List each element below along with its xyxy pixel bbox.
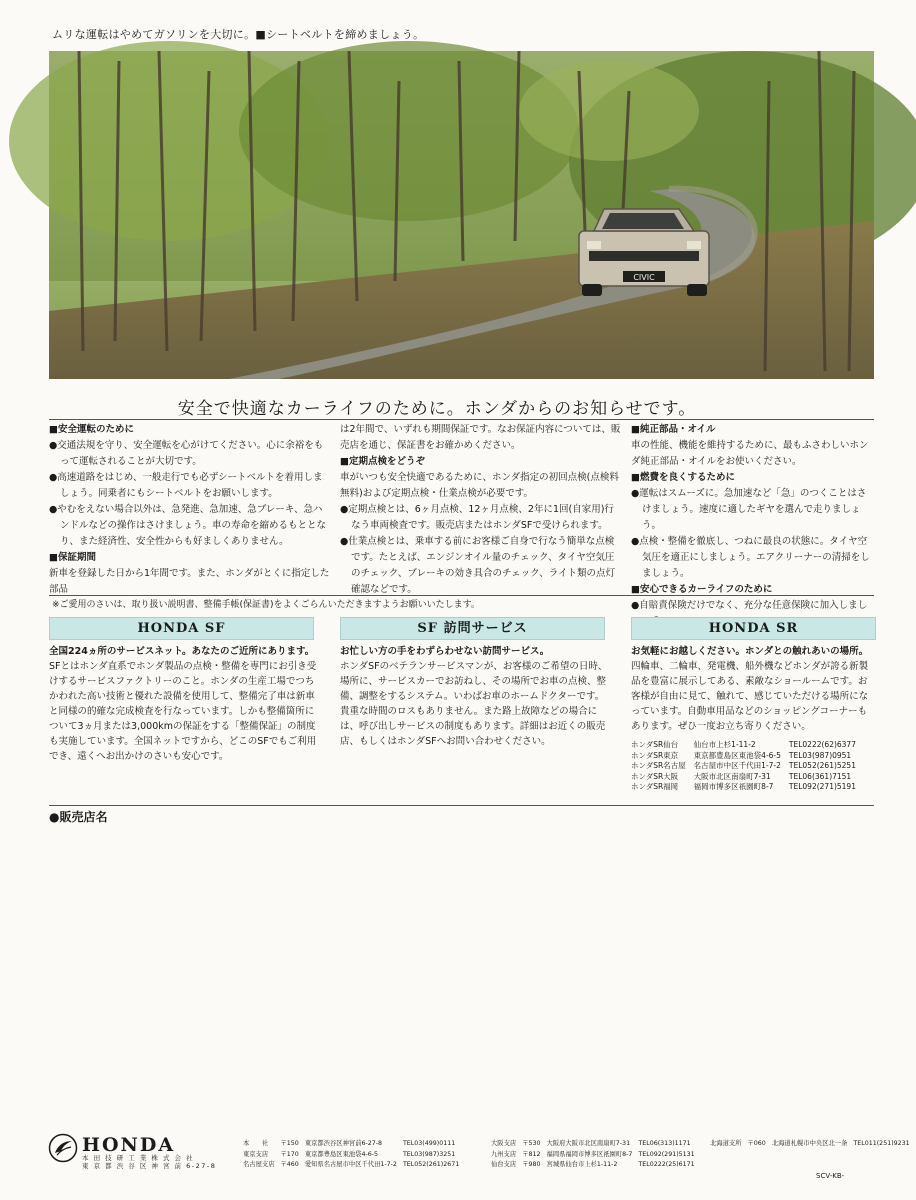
table-row bbox=[491, 1139, 701, 1150]
note-head: ■ 純正部品・オイル bbox=[631, 422, 874, 438]
cell-name: 仙台支店 bbox=[491, 1161, 517, 1168]
table-row bbox=[491, 1160, 701, 1171]
table-row bbox=[631, 761, 864, 772]
table-row bbox=[491, 1150, 701, 1161]
offices-right bbox=[710, 1139, 916, 1150]
cell-zip: 〒150 bbox=[280, 1140, 299, 1147]
table-row bbox=[631, 772, 864, 783]
note-text: は2年間で、いずれも期間保証です。なお保証内容については、販売店を通じ、保証書をお確かめください。 bbox=[340, 424, 621, 451]
note-head: ■ 定期点検をどうぞ bbox=[340, 454, 622, 470]
note-head: ■ 安心できるカーライフのために bbox=[631, 582, 874, 598]
cell-name: 九州支店 bbox=[491, 1150, 517, 1158]
cell-tel: TEL052(261)2671 bbox=[402, 1161, 460, 1168]
sf-visit-body: ホンダSFのベテランサービスマンが、お客様のご希望の日時、場所に、サービスカーでお訪ねし、その場所でお車の点検、整備、調整をするシステム。いわばお車のホームドクターです。貴重な時間のロスもありません。また路上故障などの場合には、呼び出しサービスの制度もあります。詳細はお近くの販売店、もしくはホンダSFへお問い合わせください。 bbox=[340, 661, 608, 747]
forest-road-image bbox=[49, 51, 874, 379]
honda-sr-section bbox=[631, 644, 874, 793]
note-bullet: ● 交通法規を守り、安全運転を心がけてください。心に余裕をもって運転されることが大切です。 bbox=[49, 438, 331, 470]
cell-tel: TEL0222(62)6377 bbox=[788, 740, 856, 749]
headline: 安全で快適なカーライフのために。ホンダからのお知らせです。 bbox=[177, 399, 697, 419]
offices-left bbox=[243, 1139, 465, 1171]
note-bullet: ● やむをえない場合以外は、急発進、急加速、急ブレーキ、急ハンドルなどの操作はさけましょう。車の寿命を縮めるもととなり、また経済性、安全性からも好ましくありません。 bbox=[49, 502, 331, 550]
cell-zip: 〒812 bbox=[522, 1150, 541, 1158]
dealer-name-label: ● 販売店名 bbox=[49, 808, 108, 825]
honda-wordmark: HONDA bbox=[82, 1134, 176, 1156]
cell-addr: 北海道札幌市中央区北一条 bbox=[771, 1140, 848, 1147]
cell-tel: TEL092(271)5191 bbox=[788, 782, 856, 791]
note-text: 新車を登録した日から1年間です。また、ホンダがとくに指定した部品 bbox=[49, 568, 330, 595]
cell-addr: 東京都豊島区東池袋4-6-5 bbox=[693, 750, 781, 760]
cell-tel: TEL0222(25)6171 bbox=[638, 1161, 695, 1168]
notes-column-3 bbox=[631, 422, 874, 630]
top-slogan: ムリな運転はやめてガソリンを大切に。■シートベルトを締めましょう。 bbox=[52, 28, 425, 41]
disclaimer: ※ご愛用のさいは、取り扱い説明書、整備手帳(保証書)をよくごらんいただきますようお願いいたします。 bbox=[52, 600, 480, 610]
sf-visit-banner: SF 訪問サービス bbox=[340, 617, 605, 640]
cell-tel: TEL092(291)5131 bbox=[638, 1150, 695, 1158]
cell-addr: 東京都渋谷区神宮前6-27-8 bbox=[304, 1140, 383, 1147]
company-line-1: 本 田 技 研 工 業 株 式 会 社 bbox=[82, 1154, 195, 1162]
cell-name: 本 社 bbox=[243, 1140, 269, 1147]
note-head: ■ 燃費を良くするために bbox=[631, 470, 874, 486]
catalog-code: SCV-KB- bbox=[816, 1172, 845, 1180]
cell-addr: 名古屋市中区千代田1-7-2 bbox=[693, 761, 781, 770]
cell-zip: 〒980 bbox=[522, 1161, 541, 1168]
note-text: 車がいつも安全快適であるために、ホンダ指定の初回点検(点検料無料)および定期点検・仕業点検が必要です。 bbox=[340, 472, 619, 499]
cell-name: 大阪支店 bbox=[491, 1140, 517, 1147]
honda-sf-body: SFとはホンダ直系でホンダ製品の点検・整備を専門にお引き受けするサービスファクトリーのこと。ホンダの生産工場でつちかわれた高い技術と優れた設備を使用して、整備完了車は新車と同様の的確な完成検査を行なっています。しかも整備箇所について3ヵ月または3,000kmの保証をする「整備保証」の制度も実施しています。全国ネットですから、どこのSFでもご利用でき、遠くへお出かけのさいも安心です。 bbox=[49, 661, 317, 762]
sf-visit-section bbox=[340, 644, 610, 749]
honda-sr-lead: お気軽にお越しください。ホンダとの触れあいの場所。 bbox=[631, 646, 869, 657]
cell-name: ホンダSR名古屋 bbox=[631, 761, 686, 770]
cell-addr: 東京都豊島区東池袋4-6-5 bbox=[304, 1150, 379, 1158]
cell-addr: 大阪府大阪市北区南扇町7-31 bbox=[546, 1140, 631, 1147]
offices-middle bbox=[491, 1139, 701, 1171]
hero-photo bbox=[49, 51, 874, 379]
honda-sr-banner: HONDA SR bbox=[631, 617, 876, 640]
cell-tel: TEL03(987)0951 bbox=[788, 750, 852, 760]
cell-addr: 宮城県仙台市上杉1-11-2 bbox=[546, 1161, 618, 1168]
company-line-2: 東 京 都 渋 谷 区 神 宮 前 6-27-8 bbox=[82, 1162, 217, 1170]
notes-column-2 bbox=[340, 422, 622, 598]
sr-locations-table bbox=[631, 740, 864, 793]
notes-column-1 bbox=[49, 422, 331, 598]
sf-visit-lead: お忙しい方の手をわずらわせない訪問サービス。 bbox=[340, 646, 550, 657]
cell-name: ホンダSR東京 bbox=[631, 750, 679, 760]
table-row bbox=[243, 1150, 465, 1161]
note-bullet: ● 仕業点検とは、乗車する前にお客様ご自身で行なう簡単な点検です。たとえば、エンジンオイル量のチェック、タイヤ空気圧のチェック、ブレーキの効き具合のチェック、ライト類の点灯確認などです。 bbox=[340, 534, 622, 598]
cell-addr: 福岡県福岡市博多区祇園町8-7 bbox=[546, 1150, 633, 1158]
table-row bbox=[631, 740, 864, 751]
cell-tel: TEL03(987)3251 bbox=[402, 1150, 456, 1158]
cell-tel: TEL06(313)1171 bbox=[638, 1140, 691, 1147]
note-text: 車の性能、機能を維持するために、最もふさわしいホンダ純正部品・オイルをお使いください。 bbox=[631, 440, 869, 467]
cell-tel: TEL06(361)7151 bbox=[788, 771, 852, 781]
cell-name: ホンダSR福岡 bbox=[631, 782, 679, 791]
cell-addr: 愛知県名古屋市中区千代田1-7-2 bbox=[304, 1161, 397, 1168]
honda-sr-body: 四輪車、二輪車、発電機、船外機などホンダが誇る新製品を豊富に展示してある、素敵なショールームです。お客様が自由に見て、触れて、感じていただける場所になっています。自動車用品などのショッピングコーナーもあります。ぜひ一度お立ち寄りください。 bbox=[631, 661, 869, 732]
table-row bbox=[631, 782, 864, 793]
note-head: ■ 保証期間 bbox=[49, 550, 331, 566]
divider-bottom bbox=[49, 805, 874, 806]
cell-tel: TEL03(499)0111 bbox=[402, 1140, 456, 1147]
divider-mid bbox=[49, 595, 874, 596]
cell-zip: 〒060 bbox=[747, 1140, 766, 1147]
honda-sf-section bbox=[49, 644, 319, 764]
cell-addr: 福岡市博多区祇園町8-7 bbox=[693, 782, 774, 791]
note-bullet: ● 運転はスムーズに。急加速など「急」のつくことはさけましょう。速度に適したギヤを選んで走りましょう。 bbox=[631, 486, 874, 534]
cell-addr: 仙台市上杉1-11-2 bbox=[693, 740, 756, 749]
cell-tel: TEL052(261)5251 bbox=[788, 761, 856, 770]
cell-zip: 〒170 bbox=[280, 1150, 299, 1158]
cell-name: 東京支店 bbox=[243, 1150, 269, 1158]
table-row bbox=[710, 1139, 916, 1150]
honda-sf-banner: HONDA SF bbox=[49, 617, 314, 640]
cell-zip: 〒460 bbox=[280, 1161, 299, 1168]
note-bullet: ● 定期点検とは、6ヶ月点検、12ヶ月点検、2年に1回(自家用)行なう車両検査です。販売店またはホンダSFで受けられます。 bbox=[340, 502, 622, 534]
table-row bbox=[243, 1139, 465, 1150]
note-head: ■ 安全運転のために bbox=[49, 422, 331, 438]
cell-name: 名古屋支店 bbox=[243, 1161, 275, 1168]
cell-zip: 〒530 bbox=[522, 1140, 541, 1147]
cell-name: ホンダSR仙台 bbox=[631, 740, 679, 749]
car-badge: CIVIC bbox=[633, 273, 655, 282]
honda-wing-logo-icon bbox=[48, 1133, 78, 1167]
table-row bbox=[631, 751, 864, 762]
note-bullet: ● 自賠責保険だけでなく、充分な任意保険に加入しまし bbox=[631, 598, 874, 630]
cell-tel: TEL011(251)9231 bbox=[853, 1140, 910, 1147]
note-bullet: ● 点検・整備を徹底し、つねに最良の状態に。タイヤ空気圧を適正にしましょう。エアクリーナーの清掃をしましょう。 bbox=[631, 534, 874, 582]
cell-name: ホンダSR大阪 bbox=[631, 771, 679, 781]
note-bullet: ● 高速道路をはじめ、一般走行でも必ずシートベルトを着用しましょう。同乗者にもシートベルトをお願いします。 bbox=[49, 470, 331, 502]
company-name bbox=[82, 1154, 216, 1170]
divider-top bbox=[49, 419, 874, 420]
honda-sf-lead: 全国224ヵ所のサービスネット。あなたのご近所にあります。 bbox=[49, 646, 315, 657]
table-row bbox=[243, 1160, 465, 1171]
cell-name: 北海道支所 bbox=[710, 1140, 742, 1147]
cell-addr: 大阪市北区南扇町7-31 bbox=[693, 771, 771, 781]
